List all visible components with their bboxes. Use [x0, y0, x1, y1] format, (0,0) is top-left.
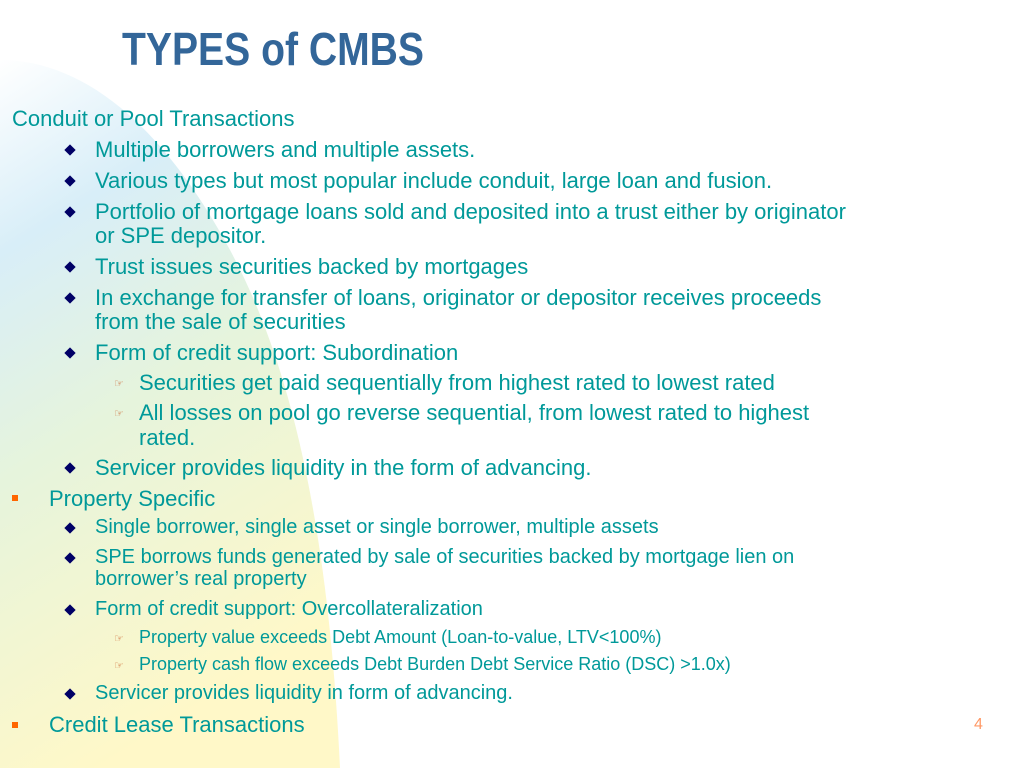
pointing-hand-icon: ☞ [114, 633, 124, 645]
square-bullet-icon [12, 722, 18, 728]
pointing-hand-icon: ☞ [114, 378, 124, 390]
list-item-continuation: or SPE depositor. [95, 223, 267, 248]
list-item: Single borrower, single asset or single borrower, multiple assets [95, 516, 659, 538]
list-item: Property Specific [49, 486, 216, 511]
list-item: SPE borrows funds generated by sale of securities backed by mortgage lien on [95, 546, 795, 568]
list-item: Portfolio of mortgage loans sold and deposited into a trust either by originator [95, 199, 846, 224]
list-item: Property cash flow exceeds Debt Burden Debt Service Ratio (DSC) >1.0x) [139, 654, 731, 674]
list-item: Servicer provides liquidity in form of advancing. [95, 682, 513, 704]
list-item: Conduit or Pool Transactions [12, 106, 295, 131]
pointing-hand-icon: ☞ [114, 660, 124, 672]
list-item: Trust issues securities backed by mortgages [95, 254, 529, 279]
list-item: Form of credit support: Subordination [95, 340, 459, 365]
list-item: Servicer provides liquidity in the form of advancing. [95, 455, 592, 480]
list-item-continuation: from the sale of securities [95, 309, 346, 334]
page-number: 4 [974, 716, 983, 733]
list-item-continuation: borrower’s real property [95, 568, 307, 590]
list-item: Credit Lease Transactions [49, 712, 305, 737]
square-bullet-icon [12, 495, 18, 501]
list-item: In exchange for transfer of loans, originator or depositor receives proceeds [95, 285, 822, 310]
list-item: Form of credit support: Overcollateralization [95, 598, 483, 620]
list-item-continuation: rated. [139, 425, 196, 450]
list-item: Securities get paid sequentially from highest rated to lowest rated [139, 370, 775, 395]
list-item: Multiple borrowers and multiple assets. [95, 137, 476, 162]
pointing-hand-icon: ☞ [114, 408, 124, 420]
slide-title: TYPES of CMBS [122, 23, 424, 75]
list-item: Various types but most popular include conduit, large loan and fusion. [95, 168, 773, 193]
list-item: Property value exceeds Debt Amount (Loan-to-value, LTV<100%) [139, 627, 662, 647]
list-item: All losses on pool go reverse sequential, from lowest rated to highest [139, 400, 810, 425]
